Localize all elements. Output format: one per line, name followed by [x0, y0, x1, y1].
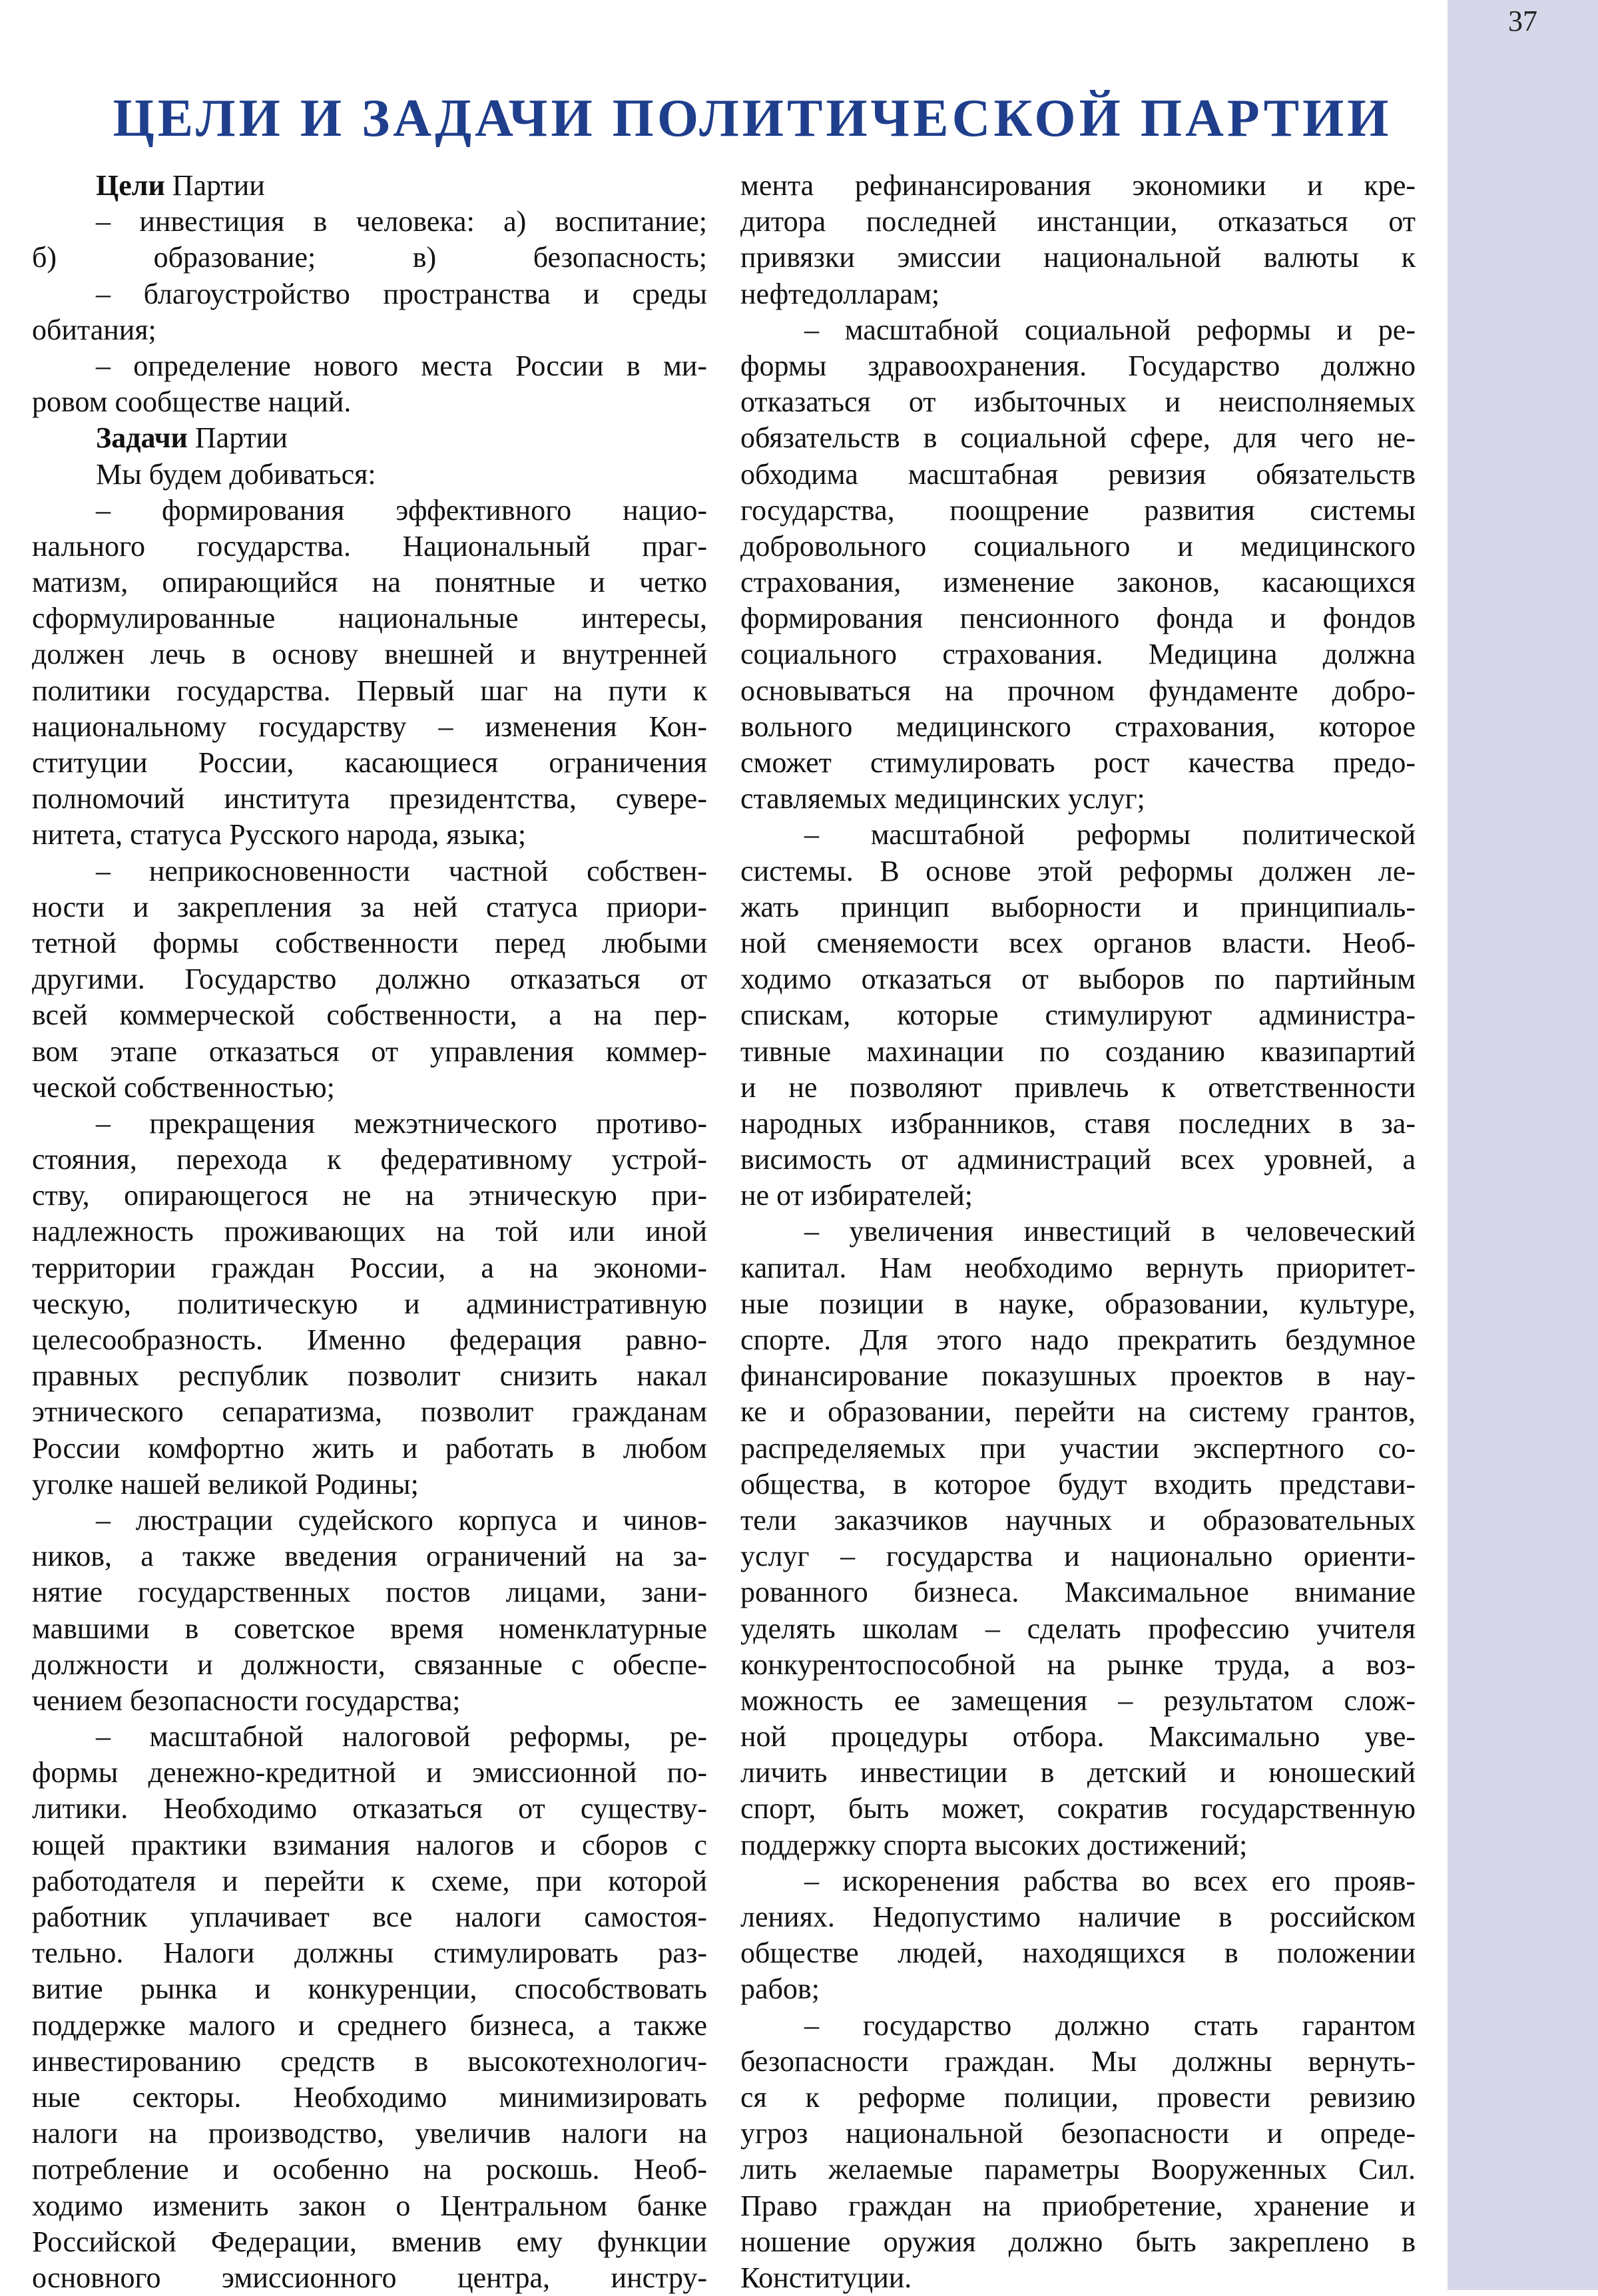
text-line: этнического сепаратизма, позволит гражданам: [32, 1395, 707, 1429]
text-line: дитора последней инстанции, отказаться от: [740, 205, 1416, 238]
text-line: национальному государству – изменения Кон-: [32, 710, 707, 743]
text-line: нального государства. Национальный праг-: [32, 529, 707, 563]
text-line: рованного бизнеса. Максимальное внимание: [740, 1576, 1416, 1609]
text-line: спорте. Для этого надо прекратить бездумное: [740, 1323, 1416, 1356]
text-line: Российской Федерации, вменив ему функции: [32, 2225, 707, 2258]
text-line: можность ее замещения – результатом слож-: [740, 1684, 1416, 1717]
text-line: территории граждан России, а на экономи-: [32, 1251, 707, 1284]
text-line: нефтедолларам;: [740, 277, 940, 310]
text-line: должности и должности, связанные с обеспе-: [32, 1648, 707, 1681]
text-line: ные секторы. Необходимо минимизировать: [32, 2080, 707, 2114]
text-line: надлежность проживающих на той или иной: [32, 1215, 707, 1248]
text-line: ся к реформе полиции, провести ревизию: [740, 2080, 1416, 2114]
text-line: тели заказчиков научных и образовательных: [740, 1503, 1416, 1536]
text-line: жать принцип выборности и принципиаль-: [740, 890, 1416, 923]
text-line: общества, в которое будут входить представи-: [740, 1467, 1416, 1500]
text-line: вом этапе отказаться от управления коммер-: [32, 1034, 707, 1068]
tasks-heading-bold: Задачи: [96, 421, 188, 455]
text-line: формирования пенсионного фонда и фондов: [740, 602, 1416, 635]
text-line: спискам, которые стимулируют администра-: [740, 999, 1416, 1032]
text-line: – формирования эффективного нацио-: [96, 493, 707, 527]
text-line: России комфортно жить и работать в любом: [32, 1431, 707, 1465]
text-line: системы. В основе этой реформы должен ле-: [740, 854, 1416, 887]
text-line: капитал. Нам необходимо вернуть приоритет-: [740, 1251, 1416, 1284]
goals-heading-bold: Цели: [96, 169, 165, 202]
text-line: рабов;: [740, 1972, 820, 2006]
goals-heading-rest: Партии: [164, 169, 265, 202]
text-line: – масштабной социальной реформы и ре-: [804, 313, 1416, 346]
page-title: ЦЕЛИ И ЗАДАЧИ ПОЛИТИЧЕСКОЙ ПАРТИИ: [113, 89, 1392, 148]
text-line: тетной формы собственности перед любыми: [32, 926, 707, 959]
text-line: услуг – государства и национально ориенти-: [740, 1540, 1416, 1573]
text-line: правных республик позволит снизить накал: [32, 1359, 707, 1393]
text-line: ческой собственностью;: [32, 1070, 335, 1104]
text-line: уголке нашей великой Родины;: [32, 1467, 419, 1500]
text-line: ющей практики взимания налогов и сборов с: [32, 1828, 707, 1861]
text-line: сформулированные национальные интересы,: [32, 602, 707, 635]
text-line: чением безопасности государства;: [32, 1684, 461, 1717]
text-line: – увеличения инвестиций в человеческий: [804, 1215, 1416, 1248]
text-line: конкурентоспособной на рынке труда, а воз-: [740, 1648, 1416, 1681]
text-line: ровом сообществе наций.: [32, 385, 352, 419]
text-line: другими. Государство должно отказаться от: [32, 963, 707, 996]
text-line: личить инвестиции в детский и юношеский: [740, 1756, 1416, 1789]
text-line: обходима масштабная ревизия обязательств: [740, 457, 1416, 491]
text-line: основного эмиссионного центра, инстру-: [32, 2261, 707, 2294]
text-line: социального страхования. Медицина должна: [740, 638, 1416, 671]
text-line: обществе людей, находящихся в положении: [740, 1937, 1416, 1970]
text-line: распределяемых при участии экспертного со-: [740, 1431, 1416, 1465]
text-line: работник уплачивает все налоги самостоя-: [32, 1901, 707, 1933]
text-line: поддержке малого и среднего бизнеса, а также: [32, 2008, 707, 2042]
text-line: полномочий института президентства, сувере-: [32, 782, 707, 815]
text-line: финансирование показушных проектов в нау-: [740, 1359, 1416, 1393]
text-line: поддержку спорта высоких достижений;: [740, 1828, 1248, 1861]
text-line: Право граждан на приобретение, хранение и: [740, 2189, 1416, 2222]
text-line: целесообразность. Именно федерация равно-: [32, 1323, 707, 1356]
goals-heading: [32, 168, 707, 204]
text-line: б) образование; в) безопасность;: [32, 241, 707, 274]
text-line: ности и закрепления за ней статуса приори-: [32, 890, 707, 923]
text-line: ству, опирающегося не на этническую при-: [32, 1179, 707, 1212]
text-line: витие рынка и конкуренции, способствовать: [32, 1972, 707, 2006]
text-line: должен лечь в основу внешней и внутренней: [32, 638, 707, 671]
text-line: тельно. Налоги должны стимулировать раз-: [32, 1937, 707, 1970]
text-line: ной процедуры отбора. Максимально уве-: [740, 1720, 1416, 1753]
text-line: политики государства. Первый шаг на пути к: [32, 674, 707, 707]
text-line: ходимо изменить закон о Центральном банке: [32, 2189, 707, 2222]
text-line: висимость от администраций всех уровней, а: [740, 1143, 1416, 1176]
text-line: безопасности граждан. Мы должны вернуть-: [740, 2044, 1416, 2078]
text-line: спорт, быть может, сократив государственную: [740, 1792, 1416, 1825]
text-line: формы здравоохранения. Государство должно: [740, 349, 1416, 382]
left-column: [32, 168, 707, 2296]
text-line: – масштабной налоговой реформы, ре-: [96, 1720, 707, 1753]
text-line: ституции России, касающиеся ограничения: [32, 746, 707, 779]
text-line: ношение оружия должно быть закреплено в: [740, 2225, 1416, 2258]
text-line: Мы будем добиваться:: [96, 457, 376, 491]
text-line: страхования, изменение законов, касающихся: [740, 566, 1416, 599]
text-line: ставляемых медицинских услуг;: [740, 782, 1145, 815]
text-line: нятие государственных постов лицами, зани-: [32, 1576, 707, 1609]
text-line: мавшими в советское время номенклатурные: [32, 1612, 707, 1645]
text-line: – неприкосновенности частной собствен-: [96, 854, 707, 887]
text-line: работодателя и перейти к схеме, при которой: [32, 1864, 707, 1897]
text-line: лениях. Недопустимо наличие в российском: [740, 1901, 1416, 1933]
text-line: – искоренения рабства во всех его прояв-: [804, 1864, 1416, 1897]
tasks-heading-rest: Партии: [187, 421, 288, 455]
text-line: обязательств в социальной сфере, для чего не-: [740, 421, 1416, 455]
text-line: – прекращения межэтнического противо-: [96, 1106, 707, 1140]
text-line: не от избирателей;: [740, 1179, 973, 1212]
text-line: всей коммерческой собственности, а на пер-: [32, 999, 707, 1032]
text-line: ные позиции в науке, образовании, культуре,: [740, 1287, 1416, 1320]
text-line: обитания;: [32, 313, 156, 346]
text-line: отказаться от избыточных и неисполняемых: [740, 385, 1416, 419]
text-line: основываться на прочном фундаменте добро-: [740, 674, 1416, 707]
text-line: литики. Необходимо отказаться от существу-: [32, 1792, 707, 1825]
page-number: 37: [1508, 5, 1537, 37]
text-line: государства, поощрение развития системы: [740, 493, 1416, 527]
text-line: угроз национальной безопасности и опреде-: [740, 2117, 1416, 2150]
text-line: Конституции.: [740, 2261, 912, 2294]
text-line: – определение нового места России в ми-: [96, 349, 707, 382]
text-line: потребление и особенно на роскошь. Необ-: [32, 2153, 707, 2186]
text-line: стояния, перехода к федеративному устрой-: [32, 1143, 707, 1176]
text-line: – масштабной реформы политической: [804, 818, 1416, 851]
text-line: – государство должно стать гарантом: [804, 2008, 1416, 2042]
text-line: мента рефинансирования экономики и кре-: [740, 169, 1416, 202]
text-line: ческую, политическую и административную: [32, 1287, 707, 1320]
tasks-heading: [32, 420, 707, 456]
text-line: и не позволяют привлечь к ответственности: [740, 1070, 1416, 1104]
text-line: – благоустройство пространства и среды: [96, 277, 707, 310]
page-side-band: [1448, 0, 1598, 2290]
right-column: [740, 168, 1416, 2296]
text-line: привязки эмиссии национальной валюты к: [740, 241, 1416, 274]
text-line: уделять школам – сделать профессию учителя: [740, 1612, 1416, 1645]
text-line: ке и образовании, перейти на систему грантов,: [740, 1395, 1416, 1429]
text-line: ников, а также введения ограничений на за-: [32, 1540, 707, 1573]
text-line: инвестированию средств в высокотехнологич-: [32, 2044, 707, 2078]
text-line: ходимо отказаться от выборов по партийным: [740, 963, 1416, 996]
text-line: лить желаемые параметры Вооруженных Сил.: [740, 2153, 1416, 2186]
text-line: – люстрации судейского корпуса и чинов-: [96, 1503, 707, 1536]
text-line: налоги на производство, увеличив налоги на: [32, 2117, 707, 2150]
text-line: – инвестиция в человека: а) воспитание;: [96, 205, 707, 238]
text-line: ной сменяемости всех органов власти. Необ-: [740, 926, 1416, 959]
text-line: добровольного социального и медицинского: [740, 529, 1416, 563]
text-line: сможет стимулировать рост качества предо-: [740, 746, 1416, 779]
text-line: матизм, опирающийся на понятные и четко: [32, 566, 707, 599]
text-line: народных избранников, ставя последних в за-: [740, 1106, 1416, 1140]
text-line: вольного медицинского страхования, которое: [740, 710, 1416, 743]
text-line: нитета, статуса Русского народа, языка;: [32, 818, 527, 851]
text-line: формы денежно-кредитной и эмиссионной по-: [32, 1756, 707, 1789]
text-line: тивные махинации по созданию квазипартий: [740, 1034, 1416, 1068]
